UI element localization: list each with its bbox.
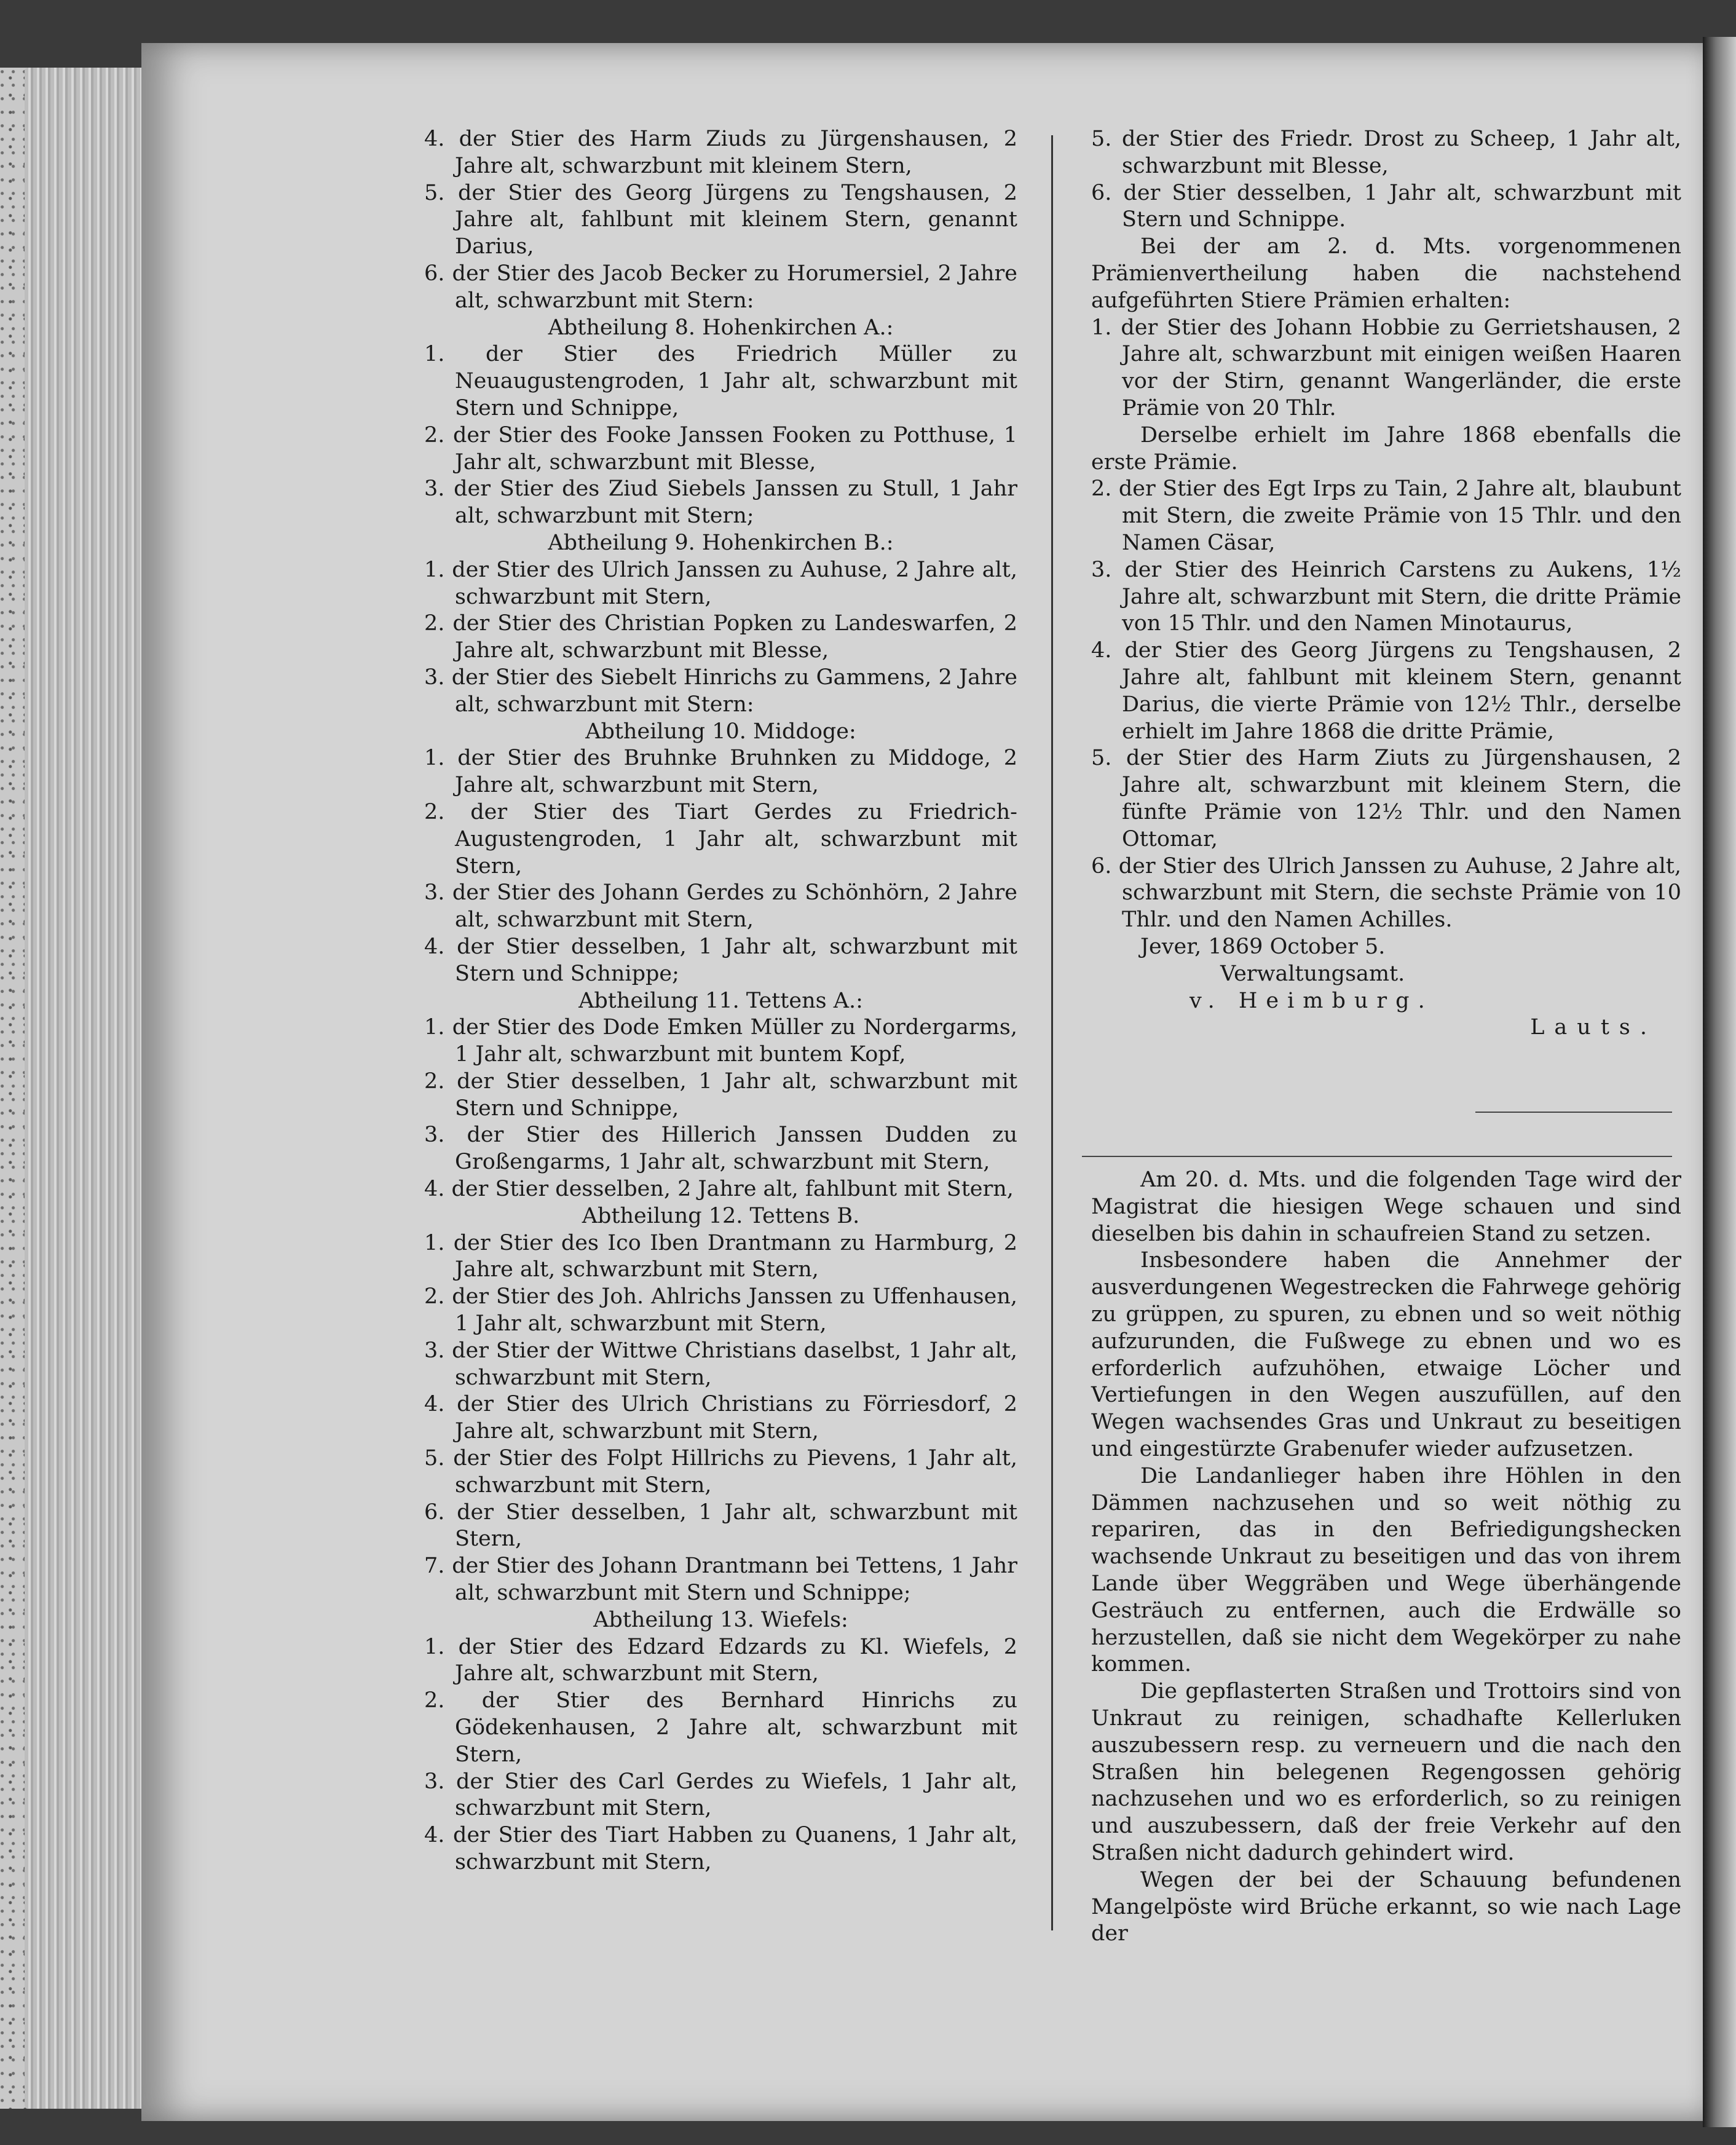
paragraph: Derselbe erhielt im Jahre 1868 ebenfalls die erste Prämie. [1091,422,1681,475]
section-divider [1082,1156,1672,1157]
list-item: 4. der Stier des Tiart Habben zu Quanens, 1 Jahr alt, schwarzbunt mit Stern, [424,1823,1017,1874]
list-item: 1. der Stier des Ico Iben Drantmann zu Harmburg, 2 Jahre alt, schwarzbunt mit Stern, [424,1230,1017,1282]
paragraph: Am 20. d. Mts. und die folgenden Tage wird der Magistrat die hiesigen Wege schauen und sind dieselben bis dahin in schaufreien Stand zu setzen. [1091,1167,1681,1246]
list-item: 4. der Stier desselben, 1 Jahr alt, schwarzbunt mit Stern und Schnippe; [424,934,1017,986]
list-item: 1. der Stier des Friedrich Müller zu Neuaugustengroden, 1 Jahr alt, schwarzbunt mit Stern und Schnippe, [424,342,1017,421]
paragraph: Die gepflasterten Straßen und Trottoirs sind von Unkraut zu reinigen, schadhafte Kellerluken auszubessern resp. zu verneuern und die nach den Straßen hin belegenen Regengossen gehörig nachzusehen und wo es erforderlich, so zu reinigen und auszubessern, daß der freie Verkehr auf den Straßen nicht dadurch gehindert wird. [1091,1679,1681,1865]
list-item: 4. der Stier des Georg Jürgens zu Tengshausen, 2 Jahre alt, fahlbunt mit kleinem Stern, genannt Darius, die vierte Prämie von 12½ Thlr., derselbe erhielt im Jahre 1868 die dritte Prämie, [1091,638,1681,744]
right-column [1091,126,1681,1041]
list-item: 2. der Stier desselben, 1 Jahr alt, schwarzbunt mit Stern und Schnippe, [424,1069,1017,1121]
list-item: 3. der Stier des Hillerich Janssen Dudden zu Großengarms, 1 Jahr alt, schwarzbunt mit Stern, [424,1123,1017,1175]
signature: v. Heimburg. [1190,988,1434,1013]
list-item: 5. der Stier des Folpt Hillrichs zu Pievens, 1 Jahr alt, schwarzbunt mit Stern, [424,1446,1017,1498]
list-item: 5. der Stier des Georg Jürgens zu Tengshausen, 2 Jahre alt, fahlbunt mit kleinem Stern, genannt Darius, [424,180,1017,259]
list-item: 4. der Stier des Harm Ziuds zu Jürgenshausen, 2 Jahre alt, schwarzbunt mit kleinem Stern, [424,127,1017,178]
list-item: 4. der Stier desselben, 2 Jahre alt, fahlbunt mit Stern, [424,1177,1014,1202]
signature-initials: Lauts. [1530,1015,1657,1040]
list-item: 6. der Stier desselben, 1 Jahr alt, schwarzbunt mit Stern und Schnippe. [1091,180,1681,232]
list-item: 2. der Stier des Christian Popken zu Landeswarfen, 2 Jahre alt, schwarzbunt mit Blesse, [424,611,1017,663]
list-item: 2. der Stier des Tiart Gerdes zu Friedrich-Augustengroden, 1 Jahr alt, schwarzbunt mit Stern, [424,799,1017,879]
facing-page-edge [1703,37,1736,2127]
paragraph: Wegen der bei der Schauung befundenen Mangelpöste wird Brüche erkannt, so wie nach Lage der [1091,1867,1681,1946]
paragraph: Insbesondere haben die Annehmer der ausverdungenen Wegestrecken die Fahrwege gehörig zu grüppen, zu spuren, zu ebnen und so weit nöthig aufzurunden, die Fußwege zu ebnen und wo es erforderlich aufzuhöhen, etwaige Löcher und Vertiefungen in den Wegen auszufüllen, auf den Wegen wachsendes Gras und Unkraut zu beseitigen und eingestürzte Grabenufer wieder aufzusetzen. [1091,1248,1681,1461]
list-item: 3. der Stier des Johann Gerdes zu Schönhörn, 2 Jahre alt, schwarzbunt mit Stern, [424,880,1017,933]
list-item: 3. der Stier der Wittwe Christians daselbst, 1 Jahr alt, schwarzbunt mit Stern, [424,1338,1017,1390]
right-column-notice [1091,1167,1681,1948]
list-item: 1. der Stier des Dode Emken Müller zu Nordergarms, 1 Jahr alt, schwarzbunt mit buntem Kopf, [424,1015,1017,1067]
section-heading: Abtheilung 9. Hohenkirchen B.: [548,530,894,555]
list-item: 6. der Stier desselben, 1 Jahr alt, schwarzbunt mit Stern, [424,1499,1017,1552]
list-item: 1. der Stier des Edzard Edzards zu Kl. Wiefels, 2 Jahre alt, schwarzbunt mit Stern, [424,1634,1017,1686]
list-item: 3. der Stier des Ziud Siebels Janssen zu Stull, 1 Jahr alt, schwarzbunt mit Stern; [424,476,1017,529]
list-item: 6. der Stier des Ulrich Janssen zu Auhuse, 2 Jahre alt, schwarzbunt mit Stern, die sechste Prämie von 10 Thlr. und den Namen Achilles. [1091,853,1681,933]
list-item: 1. der Stier des Ulrich Janssen zu Auhuse, 2 Jahre alt, schwarzbunt mit Stern, [424,557,1017,609]
dateline: Jever, 1869 October 5. [1140,934,1386,959]
list-item: 3. der Stier des Carl Gerdes zu Wiefels, 1 Jahr alt, schwarzbunt mit Stern, [424,1769,1017,1821]
list-item: 2. der Stier des Fooke Janssen Fooken zu Potthuse, 1 Jahr alt, schwarzbunt mit Blesse, [424,422,1017,475]
list-item: 6. der Stier des Jacob Becker zu Horumersiel, 2 Jahre alt, schwarzbunt mit Stern: [424,261,1017,313]
list-item: 5. der Stier des Harm Ziuts zu Jürgenshausen, 2 Jahre alt, schwarzbunt mit kleinem Stern, die fünfte Prämie von 12½ Thlr. und den Namen Ottomar, [1091,746,1681,851]
column-divider [1051,135,1053,1930]
section-heading: Abtheilung 11. Tettens A.: [578,988,863,1013]
list-item: 3. der Stier des Siebelt Hinrichs zu Gammens, 2 Jahre alt, schwarzbunt mit Stern: [424,665,1017,717]
paragraph: Die Landanlieger haben ihre Höhlen in den Dämmen nachzusehen und so weit nöthig zu repariren, das in den Befriedigungshecken wachsende Unkraut zu beseitigen und das von ihrem Lande über Weggräben und Wege überhängende Gesträuch zu entfernen, auch die Erdwälle so herzustellen, daß sie nicht dem Wegekörper zu nahe kommen. [1091,1463,1681,1677]
signature-rule [1475,1112,1672,1113]
section-heading: Abtheilung 12. Tettens B. [582,1203,860,1228]
section-heading: Abtheilung 10. Middoge: [585,719,856,744]
section-heading: Abtheilung 8. Hohenkirchen A.: [548,315,894,340]
list-item: 2. der Stier des Egt Irps zu Tain, 2 Jahre alt, blaubunt mit Stern, die zweite Prämie von 15 Thlr. und den Namen Cäsar, [1091,476,1681,555]
list-item: 2. der Stier des Bernhard Hinrichs zu Gödekenhausen, 2 Jahre alt, schwarzbunt mit Stern, [424,1688,1017,1767]
list-item: 7. der Stier des Johann Drantmann bei Tettens, 1 Jahr alt, schwarzbunt mit Stern und Schnippe; [424,1554,1017,1606]
list-item: 2. der Stier des Joh. Ahlrichs Janssen zu Uffenhausen, 1 Jahr alt, schwarzbunt mit Stern, [424,1284,1017,1337]
list-item: 1. der Stier des Bruhnke Bruhnken zu Middoge, 2 Jahre alt, schwarzbunt mit Stern, [424,746,1017,798]
list-item: 1. der Stier des Johann Hobbie zu Gerrietshausen, 2 Jahre alt, schwarzbunt mit einigen weißen Haaren vor der Stirn, genannt Wangerländer, die erste Prämie von 20 Thlr. [1091,315,1681,421]
list-item: 5. der Stier des Friedr. Drost zu Scheep, 1 Jahr alt, schwarzbunt mit Blesse, [1091,127,1681,178]
left-column [424,126,1017,1876]
page-stack-edge [25,68,141,2109]
list-item: 4. der Stier des Ulrich Christians zu Förriesdorf, 2 Jahre alt, schwarzbunt mit Stern, [424,1392,1017,1444]
list-item: 3. der Stier des Heinrich Carstens zu Aukens, 1½ Jahre alt, schwarzbunt mit Stern, die dritte Prämie von 15 Thlr. und den Namen Minotaurus, [1091,557,1681,636]
office-name: Verwaltungsamt. [1220,961,1405,986]
section-heading: Abtheilung 13. Wiefels: [593,1607,848,1632]
paragraph: Bei der am 2. d. Mts. vorgenommenen Prämienvertheilung haben die nachstehend aufgeführten Stiere Prämien erhalten: [1091,234,1681,313]
